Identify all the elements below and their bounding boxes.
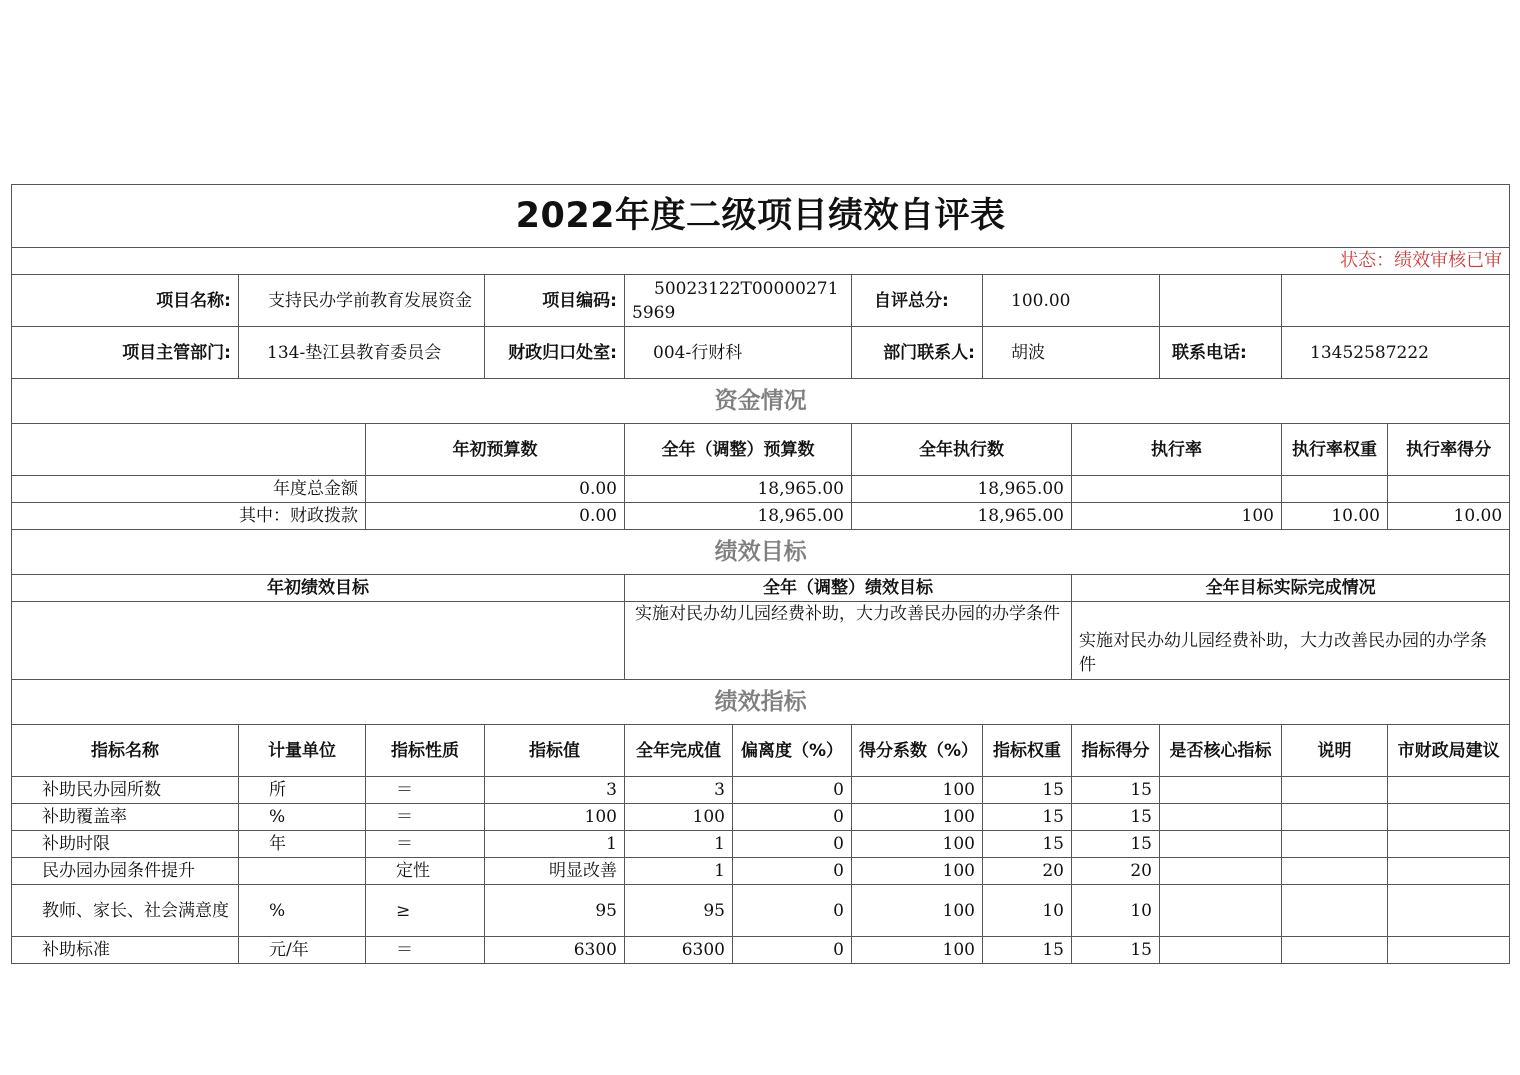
indicator-deviation: 0 xyxy=(733,937,852,964)
ind-header-score: 指标得分 xyxy=(1072,725,1160,777)
ind-header-name: 指标名称 xyxy=(12,725,239,777)
indicator-suggestion xyxy=(1388,937,1510,964)
self-score-value: 100.00 xyxy=(983,275,1160,327)
indicator-score: 15 xyxy=(1072,937,1160,964)
indicator-weight: 15 xyxy=(983,804,1072,831)
project-name-value: 支持民办学前教育发展资金 xyxy=(239,275,485,327)
indicator-name: 补助时限 xyxy=(12,831,239,858)
indicator-deviation: 0 xyxy=(733,858,852,885)
indicator-name: 民办园办园条件提升 xyxy=(12,858,239,885)
indicator-core xyxy=(1160,804,1282,831)
indicator-value: 明显改善 xyxy=(485,858,625,885)
phone-value: 13452587222 xyxy=(1282,327,1510,379)
goals-initial xyxy=(12,602,625,680)
funds-adjusted: 18,965.00 xyxy=(625,503,852,530)
indicator-weight: 15 xyxy=(983,831,1072,858)
indicators-section-title: 绩效指标 xyxy=(12,680,1510,725)
empty-cell xyxy=(12,424,366,476)
indicator-note xyxy=(1282,858,1388,885)
indicator-suggestion xyxy=(1388,777,1510,804)
indicator-suggestion xyxy=(1388,831,1510,858)
dept-value: 134-垫江县教育委员会 xyxy=(239,327,485,379)
indicator-nature: ＝ xyxy=(366,777,485,804)
indicator-coefficient: 100 xyxy=(852,858,983,885)
indicators-body xyxy=(12,777,1510,964)
indicator-score: 10 xyxy=(1072,885,1160,937)
funds-rate: 100 xyxy=(1072,503,1282,530)
goals-header-actual: 全年目标实际完成情况 xyxy=(1072,575,1510,602)
indicator-row xyxy=(12,831,1510,858)
indicator-done: 100 xyxy=(625,804,733,831)
ind-header-deviation: 偏离度（%） xyxy=(733,725,852,777)
indicator-coefficient: 100 xyxy=(852,937,983,964)
goals-adjusted: 实施对民办幼儿园经费补助，大力改善民办园的办学条件 xyxy=(625,602,1072,680)
ind-header-unit: 计量单位 xyxy=(239,725,366,777)
funds-header-initial: 年初预算数 xyxy=(366,424,625,476)
indicator-weight: 15 xyxy=(983,777,1072,804)
indicator-name: 补助民办园所数 xyxy=(12,777,239,804)
indicator-deviation: 0 xyxy=(733,804,852,831)
funds-initial: 0.00 xyxy=(366,476,625,503)
project-name-label: 项目名称: xyxy=(12,275,239,327)
funds-executed: 18,965.00 xyxy=(852,476,1072,503)
funds-weight xyxy=(1282,476,1388,503)
indicator-note xyxy=(1282,777,1388,804)
funds-weight: 10.00 xyxy=(1282,503,1388,530)
indicator-deviation: 0 xyxy=(733,777,852,804)
funds-rate xyxy=(1072,476,1282,503)
indicator-core xyxy=(1160,831,1282,858)
self-score-label: 自评总分: xyxy=(852,275,983,327)
ind-header-weight: 指标权重 xyxy=(983,725,1072,777)
indicator-nature: ≥ xyxy=(366,885,485,937)
indicator-value: 1 xyxy=(485,831,625,858)
funds-initial: 0.00 xyxy=(366,503,625,530)
indicator-unit: % xyxy=(239,804,366,831)
indicator-coefficient: 100 xyxy=(852,885,983,937)
ind-header-nature: 指标性质 xyxy=(366,725,485,777)
funds-score: 10.00 xyxy=(1388,503,1510,530)
indicator-note xyxy=(1282,937,1388,964)
funds-header-adjusted: 全年（调整）预算数 xyxy=(625,424,852,476)
indicator-done: 6300 xyxy=(625,937,733,964)
phone-label: 联系电话: xyxy=(1160,327,1282,379)
contact-value: 胡波 xyxy=(983,327,1160,379)
finance-office-label: 财政归口处室: xyxy=(485,327,625,379)
indicator-row xyxy=(12,804,1510,831)
indicator-note xyxy=(1282,831,1388,858)
funds-header-rate: 执行率 xyxy=(1072,424,1282,476)
indicator-name: 补助标准 xyxy=(12,937,239,964)
ind-header-core: 是否核心指标 xyxy=(1160,725,1282,777)
indicator-value: 6300 xyxy=(485,937,625,964)
indicator-deviation: 0 xyxy=(733,831,852,858)
ind-header-suggestion: 市财政局建议 xyxy=(1388,725,1510,777)
goals-header-initial: 年初绩效目标 xyxy=(12,575,625,602)
ind-header-note: 说明 xyxy=(1282,725,1388,777)
goals-section-title: 绩效目标 xyxy=(12,530,1510,575)
indicator-nature: ＝ xyxy=(366,831,485,858)
indicator-unit: % xyxy=(239,885,366,937)
funds-adjusted: 18,965.00 xyxy=(625,476,852,503)
empty-cell xyxy=(1282,275,1510,327)
indicator-score: 15 xyxy=(1072,831,1160,858)
page-title: 2022年度二级项目绩效自评表 xyxy=(12,185,1510,248)
indicator-unit: 元/年 xyxy=(239,937,366,964)
indicator-suggestion xyxy=(1388,804,1510,831)
indicator-value: 95 xyxy=(485,885,625,937)
indicator-core xyxy=(1160,937,1282,964)
indicator-note xyxy=(1282,885,1388,937)
indicator-weight: 15 xyxy=(983,937,1072,964)
indicator-unit xyxy=(239,858,366,885)
funds-row-label: 年度总金额 xyxy=(12,476,366,503)
goals-header-adjusted: 全年（调整）绩效目标 xyxy=(625,575,1072,602)
funds-header-weight: 执行率权重 xyxy=(1282,424,1388,476)
project-code-label: 项目编码: xyxy=(485,275,625,327)
indicator-score: 15 xyxy=(1072,804,1160,831)
dept-label: 项目主管部门: xyxy=(12,327,239,379)
indicator-done: 1 xyxy=(625,858,733,885)
indicator-weight: 20 xyxy=(983,858,1072,885)
project-code-value: 50023122T000002715969 xyxy=(625,275,852,327)
indicator-deviation: 0 xyxy=(733,885,852,937)
indicator-core xyxy=(1160,858,1282,885)
indicator-core xyxy=(1160,885,1282,937)
indicator-unit: 所 xyxy=(239,777,366,804)
finance-office-value: 004-行财科 xyxy=(625,327,852,379)
indicator-nature: 定性 xyxy=(366,858,485,885)
indicator-coefficient: 100 xyxy=(852,804,983,831)
indicator-done: 95 xyxy=(625,885,733,937)
ind-header-coefficient: 得分系数（%） xyxy=(852,725,983,777)
funds-header-executed: 全年执行数 xyxy=(852,424,1072,476)
indicator-nature: ＝ xyxy=(366,804,485,831)
indicator-done: 3 xyxy=(625,777,733,804)
funds-row-label: 其中：财政拨款 xyxy=(12,503,366,530)
indicator-nature: ＝ xyxy=(366,937,485,964)
indicator-unit: 年 xyxy=(239,831,366,858)
funds-executed: 18,965.00 xyxy=(852,503,1072,530)
status-label: 状态：绩效审核已审 xyxy=(12,248,1510,275)
indicator-note xyxy=(1282,804,1388,831)
indicator-value: 3 xyxy=(485,777,625,804)
indicator-row xyxy=(12,858,1510,885)
indicator-score: 15 xyxy=(1072,777,1160,804)
indicator-core xyxy=(1160,777,1282,804)
self-evaluation-table xyxy=(11,184,1510,964)
indicator-row xyxy=(12,937,1510,964)
indicator-row xyxy=(12,885,1510,937)
indicator-weight: 10 xyxy=(983,885,1072,937)
indicator-score: 20 xyxy=(1072,858,1160,885)
funds-section-title: 资金情况 xyxy=(12,379,1510,424)
contact-label: 部门联系人: xyxy=(852,327,983,379)
indicator-name: 补助覆盖率 xyxy=(12,804,239,831)
indicator-suggestion xyxy=(1388,885,1510,937)
indicator-coefficient: 100 xyxy=(852,831,983,858)
indicator-row xyxy=(12,777,1510,804)
funds-score xyxy=(1388,476,1510,503)
indicator-value: 100 xyxy=(485,804,625,831)
ind-header-value: 指标值 xyxy=(485,725,625,777)
indicator-name: 教师、家长、社会满意度 xyxy=(12,885,239,937)
indicator-suggestion xyxy=(1388,858,1510,885)
funds-header-score: 执行率得分 xyxy=(1388,424,1510,476)
indicator-coefficient: 100 xyxy=(852,777,983,804)
ind-header-done: 全年完成值 xyxy=(625,725,733,777)
empty-cell xyxy=(1160,275,1282,327)
goals-actual: 实施对民办幼儿园经费补助，大力改善民办园的办学条件 xyxy=(1072,602,1510,680)
indicator-done: 1 xyxy=(625,831,733,858)
